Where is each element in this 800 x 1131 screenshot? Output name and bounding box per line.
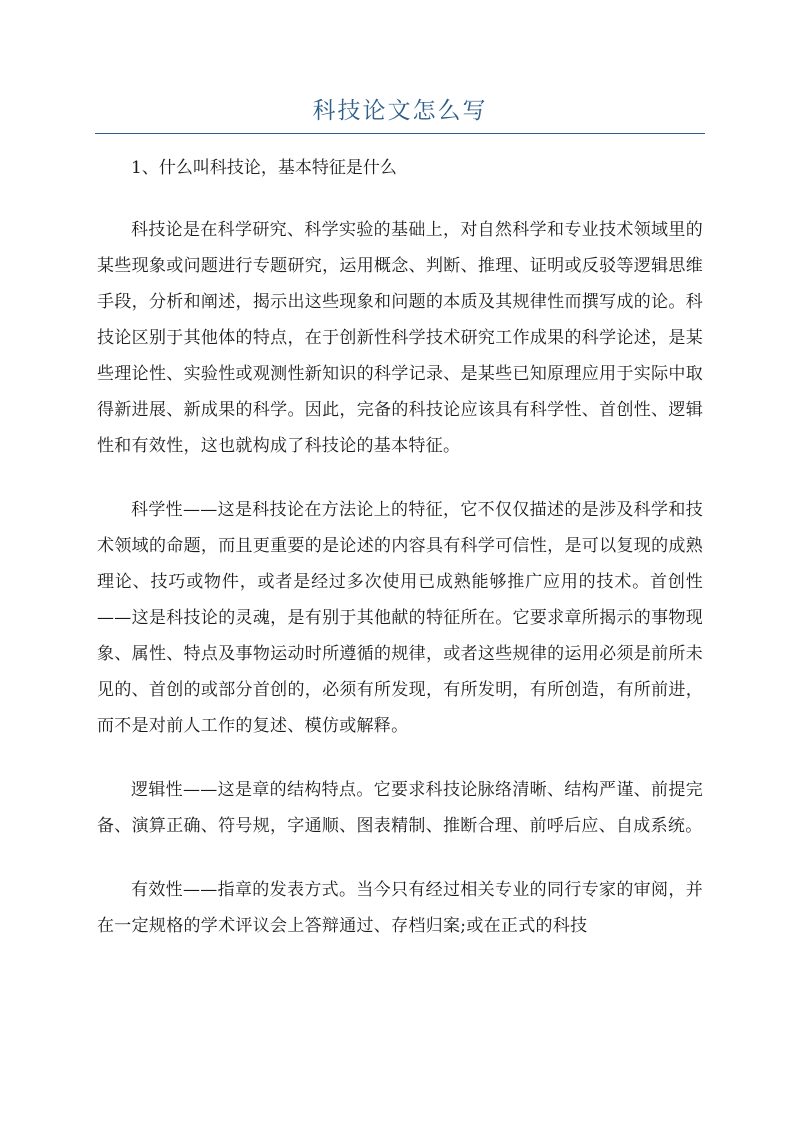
paragraph-definition: 科技论是在科学研究、科学实验的基础上，对自然科学和专业技术领域里的某些现象或问题进行专题研究，运用概念、判断、推理、证明或反驳等逻辑思维手段，分析和阐述，揭示出这些现象和问题的本质及其规律性而撰写成的论。科技论区别于其他体的特点，在于创新性科学技术研究工作成果的科学论述，是某些理论性、实验性或观测性新知识的科学记录、是某些已知原理应用于实际中取得新进展、新成果的科学。因此，完备的科技论应该具有科学性、首创性、逻辑性和有效性，这也就构成了科技论的基本特征。	[97, 220, 703, 456]
paragraph-logic: 逻辑性——这是章的结构特点。它要求科技论脉络清晰、结构严谨、前提完备、演算正确、符号规，字通顺、图表精制、推断合理、前呼后应、自成系统。	[97, 780, 703, 836]
title-divider	[95, 133, 705, 134]
document-title: 科技论文怎么写	[312, 98, 488, 124]
paragraph-scientific-originality: 科学性——这是科技论在方法论上的特征，它不仅仅描述的是涉及科学和技术领域的命题，而且更重要的是论述的内容具有科学可信性，是可以复现的成熟理论、技巧或物件，或者是经过多次使用已成熟能够推广应用的技术。首创性——这是科技论的灵魂，是有别于其他献的特征所在。它要求章所揭示的事物现象、属性、特点及事物运动时所遵循的规律，或者这些规律的运用必须是前所未见的、首创的或部分首创的，必须有所发现，有所发明，有所创造，有所前进，而不是对前人工作的复述、模仿或解释。	[97, 500, 703, 736]
section-heading: 1、什么叫科技论，基本特征是什么	[131, 158, 397, 178]
paragraph-validity: 有效性——指章的发表方式。当今只有经过相关专业的同行专家的审阅，并在一定规格的学术评议会上答辩通过、存档归案;或在正式的科技	[97, 880, 703, 936]
document-body	[97, 150, 703, 972]
